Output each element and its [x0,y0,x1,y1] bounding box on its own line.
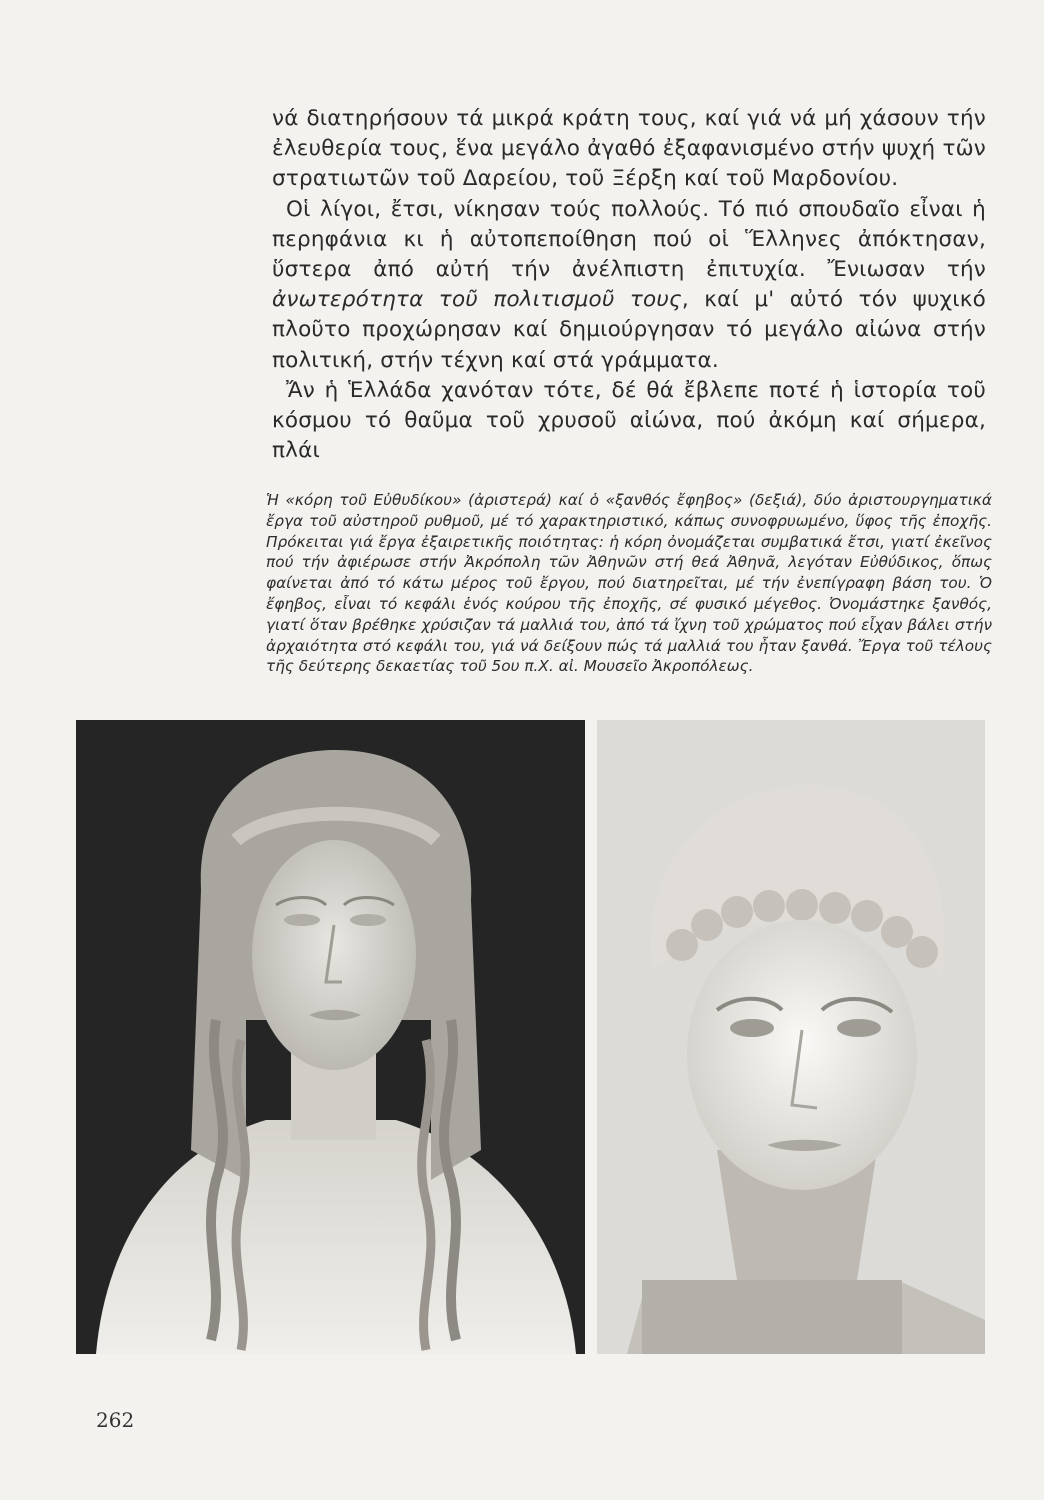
body-text [272,104,986,466]
paragraph-2-start: Οἱ λίγοι, ἔτσι, νίκησαν τούς πολλούς. Τό πιό σπουδαῖο εἶναι ἡ περηφάνια κι ἡ αὐτοπεποίθηση πού οἱ Ἕλληνες ἀπόκτησαν, ὕστερα ἀπό αὐτή τήν ἀνέλπιστη ἐπιτυχία. Ἔνιωσαν τήν [272,196,986,283]
paragraph-2 [272,195,986,376]
youth-head-image [597,720,985,1354]
paragraph-2-italic: ἀνωτερότητα τοῦ πολιτισμοῦ τους [272,287,682,313]
paragraph-3: Ἄν ἡ Ἑλλάδα χανόταν τότε, δέ θά ἔβλεπε ποτέ ἡ ἱστορία τοῦ κόσμου τό θαῦμα τοῦ χρυσοῦ αἰώνα, πού ἀκόμη καί σήμερα, πλάι [272,377,986,464]
figure-caption: Ἡ «κόρη τοῦ Εὐθυδίκου» (ἀριστερά) καί ὁ «ξανθός ἔφηβος» (δεξιά), δύο ἀριστουργηματικά ἔργα τοῦ αὐστηροῦ ρυθμοῦ, μέ τό χαρακτηριστικό, κάπως συνοφρυωμένο, ὕφος τῆς ἐποχῆς. Πρόκειται γιά ἔργα ἐξαιρετικῆς ποιότητας: ἡ κόρη ὀνομάζεται συμβατικά ἔτσι, γιατί ἐκεῖνος πού τήν ἀφιέρωσε στήν Ἀκρόπολη τῶν Ἀθηνῶν στή θεά Ἀθηνᾶ, λεγόταν Εὐθύδικος, ὅπως φαίνεται ἀπό τό κάτω μέρος τοῦ ἔργου, πού διατηρεῖται, μέ τήν ἐνεπίγραφη βάση του. Ὁ ἔφηβος, εἶναι τό κεφάλι ἑνός κούρου τῆς ἐποχῆς, σέ φυσικό μέγεθος. Ὀνομάστηκε ξανθός, γιατί ὅταν βρέθηκε χρύσιζαν τά μαλλιά του, ἀπό τά ἴχνη τοῦ χρώματος πού εἶχαν βάλει στήν ἀρχαιότητα στό κεφάλι του, γιά νά δείξουν πώς τά μαλλιά του ἦταν ξανθά. Ἔργα τοῦ τέλους τῆς δεύτερης δεκαετίας τοῦ 5ου π.Χ. αἰ. Μουσεῖο Ἀκροπόλεως. [266,491,992,676]
paragraph-2-end: , καί μ' αὐτό τόν ψυχικό πλοῦτο προχώρησαν καί δημιούργησαν τό μεγάλο αἰώνα στήν πολιτική, στήν τέχνη καί στά γράμματα. [272,287,986,373]
kore-of-euthydikos-photo [76,720,585,1354]
paragraph-1: νά διατηρήσουν τά μικρά κράτη τους, καί γιά νά μή χάσουν τήν ἐλευθερία τους, ἕνα μεγάλο ἀγαθό ἐξαφανισμένο στήν ψυχή τῶν στρατιωτῶν τοῦ Δαρείου, τοῦ Ξέρξη καί τοῦ Μαρδονίου. [272,106,986,192]
blond-youth-head-photo [597,720,985,1354]
page-number: 262 [96,1408,135,1432]
kore-bust-image [76,720,585,1354]
